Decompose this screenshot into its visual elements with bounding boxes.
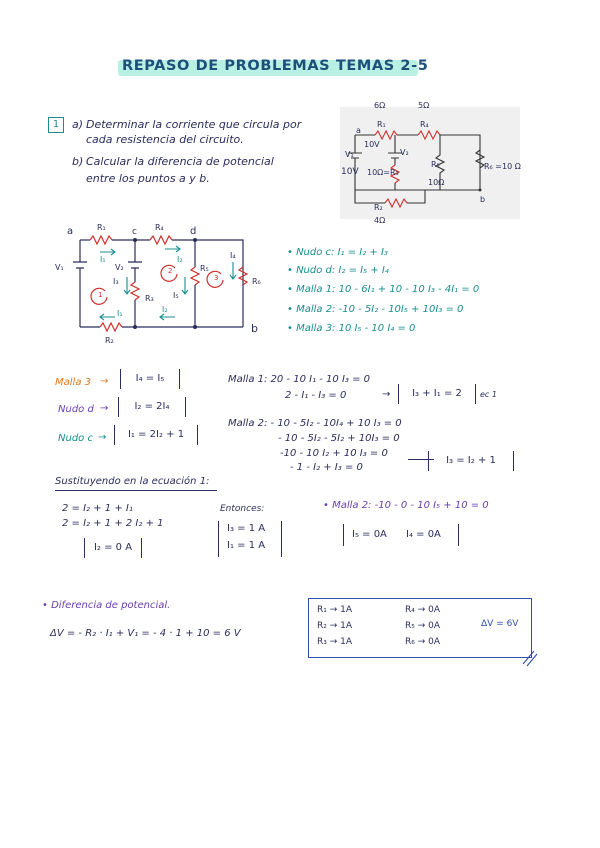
sub-malla2-line: • Malla 2: -10 - 0 - 10 I₅ + 10 = 0 <box>323 500 489 511</box>
eq-malla-2: • Malla 2: -10 - 5I₂ - 10I₅ + 10I₃ = 0 <box>287 304 464 315</box>
problem-number: 1 <box>52 119 60 130</box>
left-nudo-c-label: Nudo c <box>58 433 93 444</box>
entonces-result-box <box>218 521 282 557</box>
fig2-r2-label: R₂ <box>105 336 114 345</box>
fig1-r1-label: R₁ <box>377 120 386 129</box>
eq-malla-3: • Malla 3: 10 I₅ - 10 I₄ = 0 <box>287 323 416 334</box>
fig2-mesh-1: 1 <box>98 291 103 299</box>
summary-r4: R₄ → 0A <box>405 605 441 615</box>
substitution-line-1: 2 = I₂ + 1 + I₁ <box>62 503 133 514</box>
left-nudo-d-result-box <box>118 397 186 417</box>
fig1-v2-value: 10V <box>364 140 380 149</box>
right-malla1-line2: 2 - I₁ - I₃ = 0 <box>285 390 347 401</box>
part-b-label: b) <box>72 155 84 168</box>
right-arrow-1: → <box>382 389 391 400</box>
fig1-v1-label: V₁ <box>345 150 354 159</box>
left-malla3-label: Malla 3 <box>55 377 91 388</box>
fig1-r4-label: R₄ <box>420 120 429 129</box>
fig2-node-c: c <box>132 227 137 237</box>
part-a-label: a) <box>72 118 84 131</box>
substitution-underline <box>55 490 217 491</box>
left-nudo-d-label: Nudo d <box>58 404 94 415</box>
fig1-v2-label: V₂ <box>400 148 409 157</box>
fig2-v2-label: V₂ <box>115 263 124 272</box>
entonces-result-2: I₁ = 1 A <box>227 540 266 551</box>
fig1-r1-value: 6Ω <box>374 101 386 110</box>
right-malla1-line1: Malla 1: 20 - 10 I₁ - 10 I₃ = 0 <box>228 374 371 385</box>
fig1-r5-value: 10Ω <box>428 178 445 187</box>
summary-r3: R₃ → 1A <box>317 637 353 647</box>
potential-formula: ΔV = - R₂ · I₁ + V₁ = - 4 · 1 + 10 = 6 V <box>50 628 241 639</box>
summary-box-tick-marks <box>520 648 540 668</box>
substitution-result: I₂ = 0 A <box>93 542 133 553</box>
right-malla2-line1: Malla 2: - 10 - 5I₂ - 10I₄ + 10 I₃ = 0 <box>228 418 402 429</box>
fig1-r6-label: R₆ =10 Ω <box>484 162 521 171</box>
fig2-i4-label: I₄ <box>230 251 236 260</box>
part-a-text-1: Determinar la corriente que circula por <box>86 118 302 131</box>
left-malla3-result-box <box>120 369 180 389</box>
fig2-r1-label: R₁ <box>97 223 106 232</box>
entonces-result-1: I₃ = 1 A <box>227 523 266 534</box>
right-malla2-line2: - 10 - 5I₂ - 5I₂ + 10I₃ = 0 <box>278 433 400 444</box>
left-arrow-2: → <box>100 403 109 414</box>
left-malla3-result: I₄ = I₅ <box>135 373 165 384</box>
eq-malla-1: • Malla 1: 10 - 6I₁ + 10 - 10 I₃ - 4I₁ = 0 <box>287 284 480 295</box>
left-nudo-c-result-box <box>114 425 198 445</box>
part-b-text-2: entre los puntos a y b. <box>86 172 210 185</box>
entonces-label: Entonces: <box>220 504 265 514</box>
eq-nudo-c: • Nudo c: I₁ = I₂ + I₃ <box>287 247 388 258</box>
summary-r1: R₁ → 1A <box>317 605 353 615</box>
problem-number-box <box>48 117 64 133</box>
part-a-text-2: cada resistencia del circuito. <box>86 133 244 146</box>
fig1-r3-label: 10Ω=R₃ <box>367 168 399 177</box>
page-title: REPASO DE PROBLEMAS TEMAS 2-5 <box>122 58 429 74</box>
summary-r6: R₆ → 0A <box>405 637 441 647</box>
substitution-line-2: 2 = I₂ + 1 + 2 I₂ + 1 <box>62 518 164 529</box>
fig2-mesh-2: 2 <box>168 267 173 275</box>
fig1-r4-value: 5Ω <box>418 101 430 110</box>
left-nudo-d-result: I₂ = 2I₄ <box>134 401 170 412</box>
fig2-node-d: d <box>190 226 197 237</box>
left-arrow-1: → <box>100 376 109 387</box>
fig2-r3-label: R₃ <box>145 294 154 303</box>
fig1-point-a: a <box>356 126 361 135</box>
fig1-r2-label: R₂ <box>374 203 383 212</box>
potential-heading: • Diferencia de potencial. <box>42 600 171 611</box>
sub-malla2-result-box <box>343 524 459 546</box>
eq-nudo-d: • Nudo d: I₂ = I₅ + I₄ <box>287 265 389 276</box>
fig2-r5-label: R₅ <box>200 264 209 273</box>
fig2-r6-label: R₆ <box>252 277 261 286</box>
circuit-figure-annotated <box>55 222 275 350</box>
fig2-i5-label: I₅ <box>173 291 179 300</box>
fig2-i3-label: I₃ <box>113 277 119 286</box>
fig1-v1-value: 10V <box>341 167 359 177</box>
fig2-mesh-3: 3 <box>214 274 219 282</box>
right-malla2-line4: - 1 - I₂ + I₃ = 0 <box>290 462 363 473</box>
part-b-text-1: Calcular la diferencia de potencial <box>86 155 274 168</box>
left-nudo-c-result: I₁ = 2I₂ + 1 <box>127 429 185 440</box>
fig2-i1-top: I₁ <box>100 255 106 264</box>
summary-r2: R₂ → 1A <box>317 621 353 631</box>
sub-malla2-result-a: I₅ = 0A <box>352 529 387 540</box>
fig2-node-b: b <box>251 322 258 335</box>
fig2-node-a: a <box>67 226 74 237</box>
right-ec1-tag: ec 1 <box>480 390 497 399</box>
left-arrow-3: → <box>98 432 107 443</box>
right-malla2-line3: -10 - 10 I₂ + 10 I₃ = 0 <box>280 448 388 459</box>
fig2-i2-bottom: I₂ <box>162 305 168 314</box>
sub-malla2-result-b: I₄ = 0A <box>406 529 441 540</box>
right-malla1-result-box <box>398 384 476 404</box>
fig1-r5-label: R₅ <box>431 160 440 169</box>
fig2-v1-label: V₁ <box>55 263 64 272</box>
fig2-r4-label: R₄ <box>155 223 164 232</box>
summary-delta-v: ΔV = 6V <box>481 619 519 629</box>
fig2-i2-top: I₂ <box>177 255 183 264</box>
circuit-figure-original <box>330 95 530 227</box>
right-malla2-result-box <box>428 451 514 471</box>
summary-r5: R₅ → 0A <box>405 621 441 631</box>
substitution-heading: Sustituyendo en la ecuación 1: <box>55 476 210 487</box>
fig2-i1-bottom: I₁ <box>117 309 123 318</box>
right-malla1-result: I₃ + I₁ = 2 <box>412 388 462 399</box>
fig1-r2-value: 4Ω <box>374 216 386 225</box>
fig1-point-b: b <box>480 195 486 204</box>
substitution-result-box <box>84 538 142 558</box>
right-malla2-result: I₃ = I₂ + 1 <box>446 455 496 466</box>
summary-box <box>308 598 532 658</box>
